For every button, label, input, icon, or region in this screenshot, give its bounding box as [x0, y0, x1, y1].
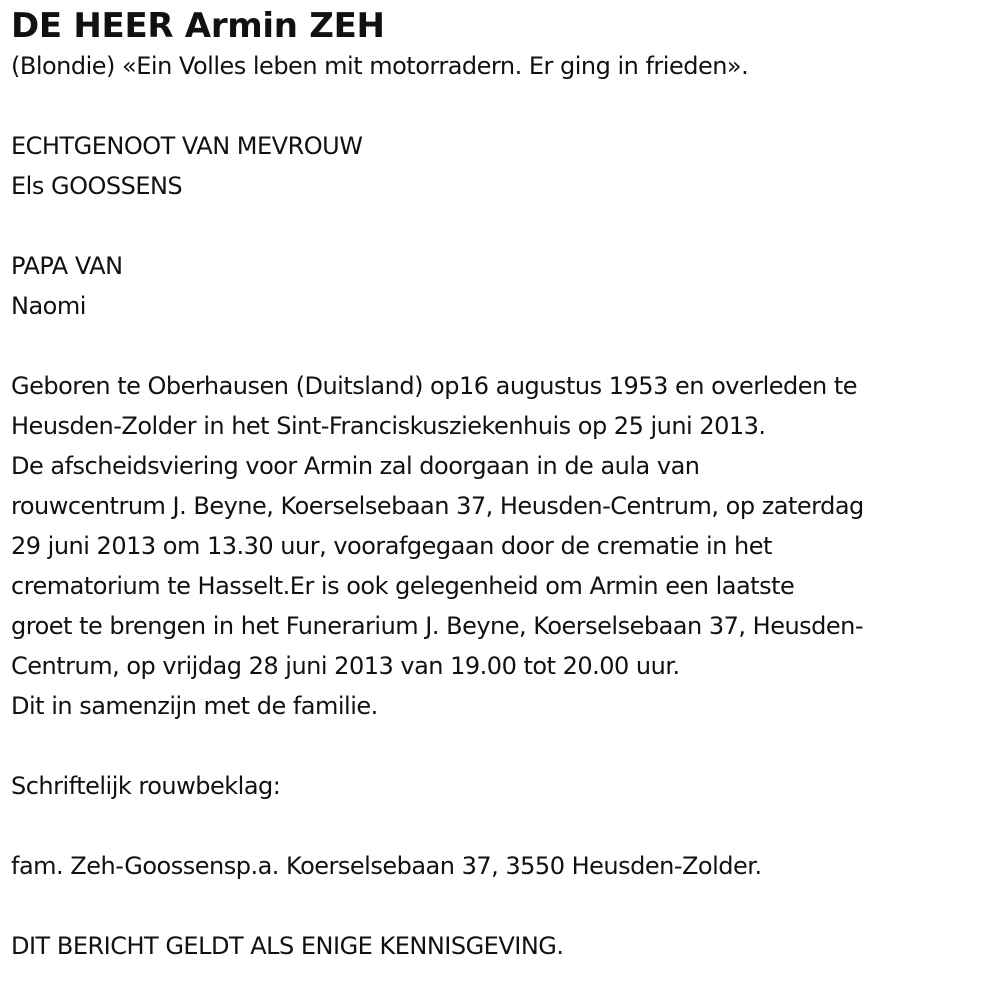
body-line: Heusden-Zolder in het Sint-Franciskusziekenhuis op 25 juni 2013. — [11, 412, 766, 440]
body-line: groet te brengen in het Funerarium J. Beyne, Koerselsebaan 37, Heusden- — [11, 612, 864, 640]
blank-line — [11, 886, 995, 926]
body-line: 29 juni 2013 om 13.30 uur, voorafgegaan door de crematie in het — [11, 532, 772, 560]
condolences-heading: Schriftelijk rouwbeklag: — [11, 772, 281, 800]
notice-subtitle: (Blondie) «Ein Volles leben mit motorradern. Er ging in frieden». — [11, 52, 749, 80]
blank-line — [11, 726, 995, 766]
notice-title: DE HEER Armin ZEH — [11, 6, 385, 46]
body-line: crematorium te Hasselt.Er is ook gelegenheid om Armin een laatste — [11, 572, 795, 600]
body-line: Dit in samenzijn met de familie. — [11, 692, 378, 720]
body-line: rouwcentrum J. Beyne, Koerselsebaan 37, Heusden-Centrum, op zaterdag — [11, 492, 864, 520]
child-name: Naomi — [11, 292, 86, 320]
condolences-address: fam. Zeh-Goossensp.a. Koerselsebaan 37, 3550 Heusden-Zolder. — [11, 852, 762, 880]
notice-text — [11, 46, 995, 966]
blank-line — [11, 86, 995, 126]
obituary-notice — [11, 0, 995, 966]
father-heading: PAPA VAN — [11, 252, 123, 280]
spouse-heading: ECHTGENOOT VAN MEVROUW — [11, 132, 363, 160]
closing-statement: DIT BERICHT GELDT ALS ENIGE KENNISGEVING. — [11, 932, 564, 960]
spouse-name: Els GOOSSENS — [11, 172, 183, 200]
blank-line — [11, 806, 995, 846]
body-line: Centrum, op vrijdag 28 juni 2013 van 19.00 tot 20.00 uur. — [11, 652, 680, 680]
body-line: Geboren te Oberhausen (Duitsland) op16 augustus 1953 en overleden te — [11, 372, 858, 400]
blank-line — [11, 206, 995, 246]
blank-line — [11, 326, 995, 366]
body-line: De afscheidsviering voor Armin zal doorgaan in de aula van — [11, 452, 700, 480]
